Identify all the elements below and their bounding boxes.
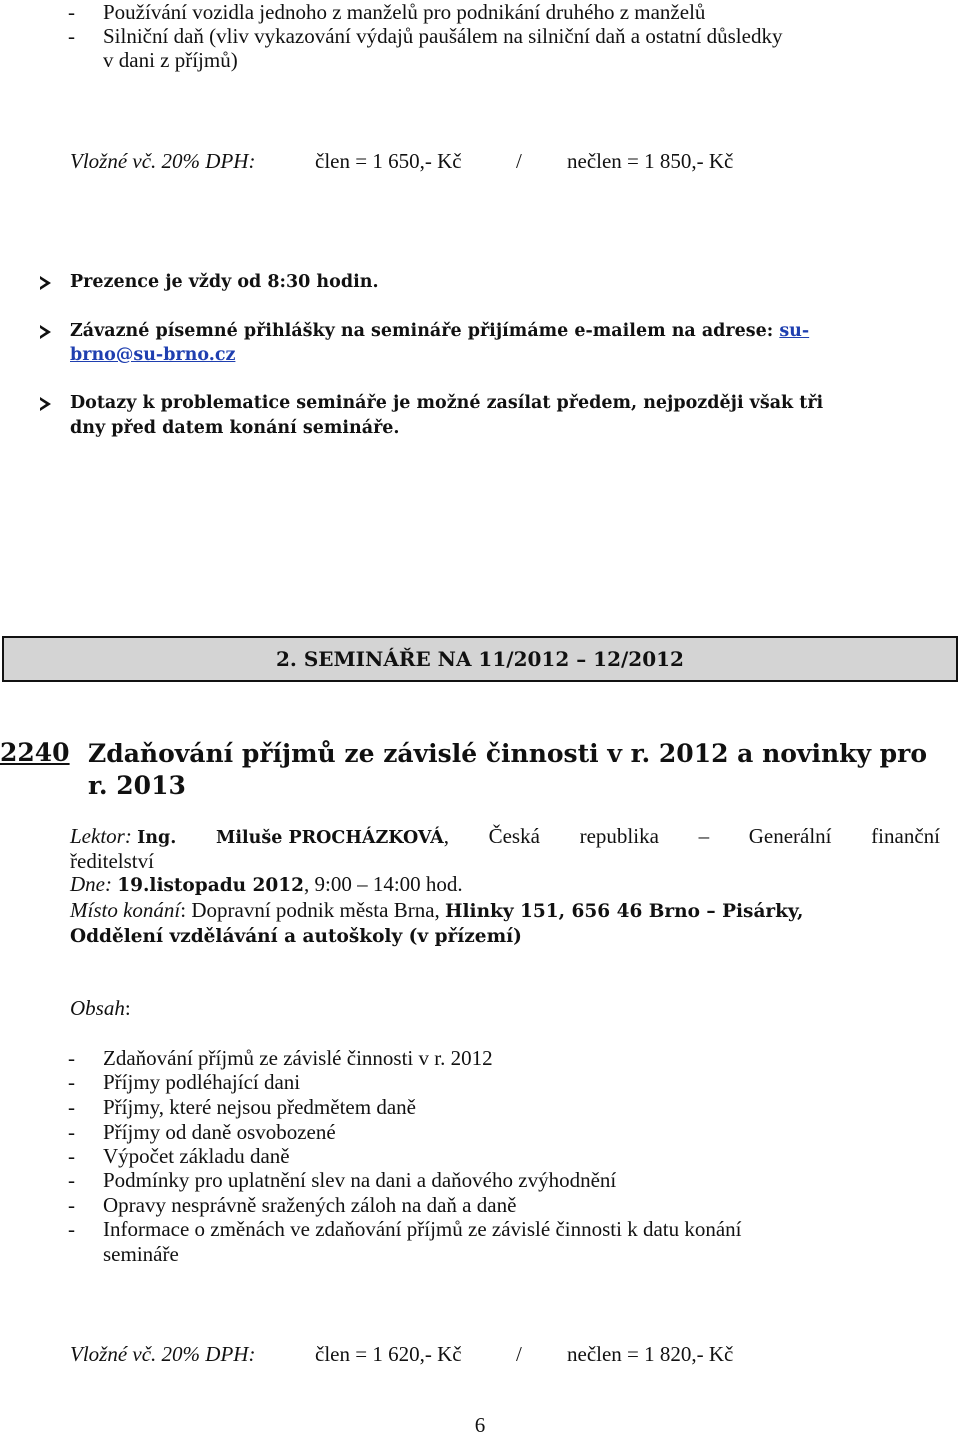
page-number: 6 bbox=[474, 1413, 486, 1437]
content-colon: : bbox=[124, 996, 131, 1020]
price-slash: / bbox=[516, 149, 522, 173]
dash-marker: - bbox=[68, 1168, 75, 1192]
lector-org: republika bbox=[579, 824, 659, 848]
list-item-text: v dani z příjmů) bbox=[103, 48, 238, 72]
dash-marker: - bbox=[68, 1095, 75, 1119]
email-link-continuation bbox=[70, 345, 235, 365]
lector-label: Lektor: bbox=[70, 824, 132, 848]
presence-note: Prezence je vždy od 8:30 hodin. bbox=[70, 272, 379, 292]
lector-org: finanční bbox=[871, 824, 940, 848]
dash-marker: - bbox=[68, 1144, 75, 1168]
price-label: Vložné vč. 20% DPH: bbox=[70, 1342, 256, 1366]
seminar-code: 2240 bbox=[0, 738, 70, 767]
content-item-text: Zdaňování příjmů ze závislé činnosti v r. 2012 bbox=[103, 1046, 493, 1070]
price-label: Vložné vč. 20% DPH: bbox=[70, 149, 256, 173]
lector-org: – bbox=[698, 824, 710, 848]
date-label: Dne: bbox=[70, 872, 112, 896]
arrow-bullet-icon bbox=[40, 325, 51, 339]
price-nonmember: nečlen = 1 850,- Kč bbox=[567, 149, 734, 173]
registration-note bbox=[70, 321, 809, 341]
questions-note: Dotazy k problematice semináře je možné zasílat předem, nejpozději však tři bbox=[70, 393, 824, 413]
place-department-row bbox=[70, 923, 522, 948]
arrow-bullet-icon bbox=[40, 276, 51, 290]
lector-info: Lektor: Ing. Miluše PROCHÁZKOVÁ, Česká republika – Generální finanční ředitelství bbox=[70, 824, 940, 873]
seminar-date bbox=[70, 872, 463, 897]
lector-org: ředitelství bbox=[70, 849, 154, 873]
price-nonmember: nečlen = 1 820,- Kč bbox=[567, 1342, 734, 1366]
content-item-text: Příjmy podléhající dani bbox=[103, 1070, 301, 1094]
place-text: : Dopravní podnik města Brna, bbox=[180, 898, 440, 922]
email-link[interactable]: brno@su-brno.cz bbox=[70, 345, 236, 365]
dash-marker: - bbox=[68, 0, 75, 24]
lector-org: Česká bbox=[488, 824, 540, 848]
time-value: , 9:00 – 14:00 hod. bbox=[304, 872, 463, 896]
seminar-title bbox=[88, 738, 938, 802]
content-item-text: Příjmy, které nejsou předmětem daně bbox=[103, 1095, 416, 1119]
email-link[interactable]: su- bbox=[779, 321, 810, 341]
dash-marker: - bbox=[68, 1217, 75, 1241]
price-member: člen = 1 650,- Kč bbox=[315, 149, 462, 173]
section-title: 2. SEMINÁŘE NA 11/2012 – 12/2012 bbox=[276, 647, 684, 671]
list-item-text: Silniční daň (vliv vykazování výdajů paušálem na silniční daň a ostatní důsledky bbox=[103, 24, 783, 48]
questions-note-line2: dny před datem konání semináře. bbox=[70, 418, 400, 438]
dash-marker: - bbox=[68, 1120, 75, 1144]
content-item-text: semináře bbox=[103, 1242, 179, 1266]
place-address: Hlinky 151, 656 46 Brno – Pisárky, bbox=[445, 901, 804, 922]
dash-marker: - bbox=[68, 1193, 75, 1217]
place-department: Oddělení vzdělávání a autoškoly (v přízemí) bbox=[70, 926, 522, 947]
dash-marker: - bbox=[68, 1046, 75, 1070]
price-row bbox=[70, 1342, 870, 1368]
date-value: 19.listopadu 2012 bbox=[117, 875, 305, 896]
content-item-text: Informace o změnách ve zdaňování příjmů ze závislé činnosti k datu konání bbox=[103, 1217, 742, 1241]
content-heading bbox=[70, 996, 131, 1021]
content-item-text: Podmínky pro uplatnění slev na dani a daňového zvýhodnění bbox=[103, 1168, 617, 1192]
registration-text: Závazné písemné přihlášky na semináře přijímáme e-mailem na adrese: bbox=[70, 321, 774, 341]
lector-name: Miluše PROCHÁZKOVÁ bbox=[215, 828, 444, 848]
seminar-title-line2: r. 2013 bbox=[88, 771, 186, 800]
price-row bbox=[70, 149, 870, 175]
content-item-text: Výpočet základu daně bbox=[103, 1144, 290, 1168]
place-label: Místo konání bbox=[70, 898, 181, 922]
seminar-place bbox=[70, 898, 803, 923]
list-item-text: Používání vozidla jednoho z manželů pro podnikání druhého z manželů bbox=[103, 0, 706, 24]
lector-org: Generální bbox=[748, 824, 832, 848]
content-item-text: Příjmy od daně osvobozené bbox=[103, 1120, 336, 1144]
content-item-text: Opravy nesprávně sražených záloh na daň a daně bbox=[103, 1193, 517, 1217]
section-header bbox=[2, 636, 958, 682]
price-member: člen = 1 620,- Kč bbox=[315, 1342, 462, 1366]
seminar-title-line1: Zdaňování příjmů ze závislé činnosti v r. 2012 a novinky pro bbox=[88, 739, 928, 768]
dash-marker: - bbox=[68, 24, 75, 48]
price-slash: / bbox=[516, 1342, 522, 1366]
content-label: Obsah bbox=[70, 996, 125, 1020]
arrow-bullet-icon bbox=[40, 397, 51, 411]
dash-marker: - bbox=[68, 1070, 75, 1094]
lector-title: Ing. bbox=[137, 828, 177, 848]
